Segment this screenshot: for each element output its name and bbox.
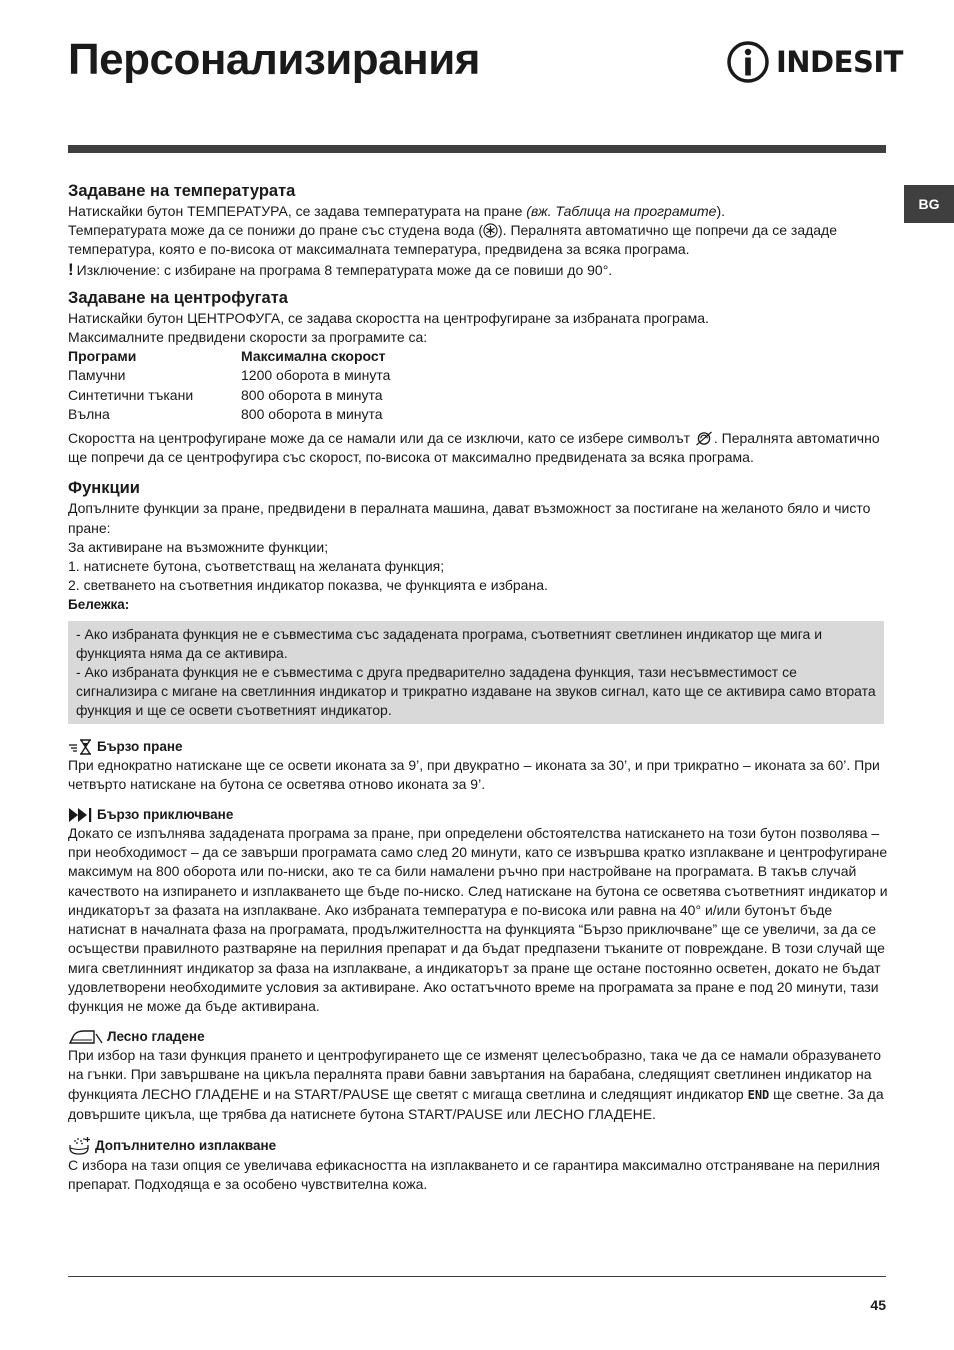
functions-activate: За активиране на възможните функции; <box>68 538 329 555</box>
extra-rinse-title: Допълнително изплакване <box>95 1137 277 1153</box>
temperature-exception: Изключение: с избиране на програма 8 температурата може да се повиши до 90°. <box>76 261 613 278</box>
note-item: - Ако избраната функция не е съвместима със зададената програма, съответният светлинен индикатор ще мига и функцията няма да се активира. <box>76 625 823 661</box>
language-label: BG <box>918 196 940 212</box>
brand-i-icon <box>726 40 770 84</box>
note-box <box>68 621 884 724</box>
easy-iron-title: Лесно гладене <box>107 1029 205 1045</box>
functions-heading: Функции <box>68 479 140 498</box>
easy-iron-text-a: При избор на тази функция прането и центрофугирането ще се изменят целесъобразно, така че да се намали образуването на гънки. При завършване на цикъла пералнята прави бавни завъртания на барабана, следящият светлинен индикатор на функцията ЛЕСНО ГЛАДЕНЕ и на START/PAUSE ще светят с мигаща светлина и следящият индикатор <box>68 1047 882 1102</box>
spin-line1: Натискайки бутон ЦЕНТРОФУГА, се задава скоростта на центрофугиране за избраната програма. <box>68 309 709 326</box>
quick-wash-icon <box>68 738 94 756</box>
fast-finish-title: Бързо приключване <box>97 807 234 823</box>
snowflake-icon <box>483 223 498 238</box>
quick-wash-heading <box>68 738 888 756</box>
table-cell-speed: 800 оборота в минута <box>241 386 383 403</box>
temperature-line2-b: ). Пералнята автоматично ще попречи да се зададе температура, която е по-висока от максималната температура, предвидена за всяка програма. <box>68 222 838 258</box>
temperature-line1-italic: (вж. Таблица на програмите <box>526 203 717 219</box>
table-cell-program: Синтетични тъкани <box>68 386 194 403</box>
page-number: 45 <box>870 1297 886 1313</box>
iron-icon <box>68 1028 104 1046</box>
note-label: Бележка: <box>68 597 130 613</box>
spin-heading: Задаване на центрофугата <box>68 288 288 307</box>
table-header-max-speed: Максимална скорост <box>241 348 386 365</box>
table-cell-program: Вълна <box>68 405 110 422</box>
note-item: - Ако избраната функция не е съвместима с друга предварително зададена функция, тази несъвместимост се сигнализира с мигане на светлинния индикатор и трикратно издаване на звуков сигнал, като ще се активира само втората функция и ще се освети съответният индикатор. <box>76 664 876 719</box>
fast-forward-icon <box>68 806 94 824</box>
table-row <box>68 405 390 424</box>
temperature-line1-a: Натискайки бутон ТЕМПЕРАТУРА, се задава температурата на пране <box>68 203 527 219</box>
spin-line3 <box>68 429 888 467</box>
brand-logo <box>726 40 903 84</box>
easy-iron-text <box>68 1046 888 1124</box>
end-indicator-glyph: END <box>747 1087 770 1102</box>
temperature-line2-a: Температурата може да се понижи до пране със студена вода ( <box>68 222 484 239</box>
language-tab <box>904 185 954 223</box>
easy-iron-text-b: ще светне. За да довършите цикъла, ще трябва да натиснете бутона START/PAUSE или ЛЕСНО ГЛАДЕНЕ. <box>68 1085 884 1122</box>
table-row <box>68 366 390 385</box>
page-title: Персонализирания <box>68 35 480 84</box>
easy-iron-heading <box>68 1028 888 1046</box>
extra-rinse-icon <box>68 1136 92 1156</box>
spin-line2: Максималните предвидени скорости за програмите са: <box>68 329 428 346</box>
spin-line3-a: Скоростта на центрофугиране може да се намали или да се изключи, като се избере символът <box>68 430 694 447</box>
extra-rinse-heading <box>68 1136 888 1156</box>
quick-wash-title: Бързо пране <box>97 738 183 754</box>
brand-name: INDESIT <box>776 45 903 79</box>
temperature-heading: Задаване на температурата <box>68 182 296 200</box>
functions-intro: Допълните функции за пране, предвидени в пералната машина, дават възможност за постигане на желаното бяло и чисто пране: <box>68 500 871 536</box>
no-spin-icon <box>694 431 714 446</box>
table-cell-program: Памучни <box>68 367 126 384</box>
spin-speed-table <box>68 347 390 424</box>
quick-wash-text: При еднократно натискане ще се освети иконата за 9’, при двукратно – иконата за 30’, и при трикратно – иконата за 60’. При четвърто натискане на бутона се осветява отново иконата за 9’. <box>68 756 880 792</box>
temperature-line1-b: ). <box>716 203 726 219</box>
temperature-text <box>68 202 888 280</box>
extra-rinse-text: С избора на тази опция се увеличава ефикасността на изплакването и се гарантира максимално отстраняване на перилния препарат. Подходяща е за особено чувствителна кожа. <box>68 1156 880 1193</box>
header-divider <box>68 145 886 153</box>
table-cell-speed: 800 оборота в минута <box>241 405 383 422</box>
table-header-programs: Програми <box>68 348 137 365</box>
table-header-row <box>68 347 390 366</box>
fast-finish-text: Докато се изпълнява зададената програма за пране, при определени обстоятелства натискането на този бутон позволява – при необходимост – да се завърши програмата само след 20 минути, като се извършва кратко изплакване и центрофугиране максимум на 800 оборота или по-ниски, ако те са били намалени ръчно при настройване на програмата. В такъв случай качеството на изпирането и изплакването ще бъде по-ниско. След натискане на бутона се осветява съответният индикатор и индикаторът за фазата на изплакване. Ако избраната температура е по-висока или равна на 40° и/или бутонът бъде натиснат в началната фаза на програмата, продължителността на функцията “Бързо приключване” ще се увеличи, за да се осъществи правилното разтваряне на перилния препарат и да бъдат предпазени тъканите от повреждане. В този случай ще мига светлинният индикатор за фаза на изплакване, а индикаторът за пране ще остане постоянно осветен, докато не бъдат удовлетворени необходимите условия за активиране. Ако остатъчното време на програмата за пране е под 20 минути, тази функция не може да бъде активирана. <box>68 825 888 1014</box>
table-row <box>68 386 390 405</box>
spin-line3-b: . Пералнята автоматично ще попречи да се центрофугира със скорост, по-висока от максимално предвидената за всяка програма. <box>68 430 880 466</box>
exception-mark: ! <box>68 259 74 279</box>
main-content <box>68 180 888 1194</box>
footer-divider <box>68 1276 886 1277</box>
functions-step1: 1. натиснете бутона, съответстващ на желаната функция; <box>68 558 445 575</box>
table-cell-speed: 1200 оборота в минута <box>241 367 391 384</box>
fast-finish-heading <box>68 806 888 824</box>
functions-step2: 2. светването на съответния индикатор показва, че функцията е избрана. <box>68 577 548 594</box>
